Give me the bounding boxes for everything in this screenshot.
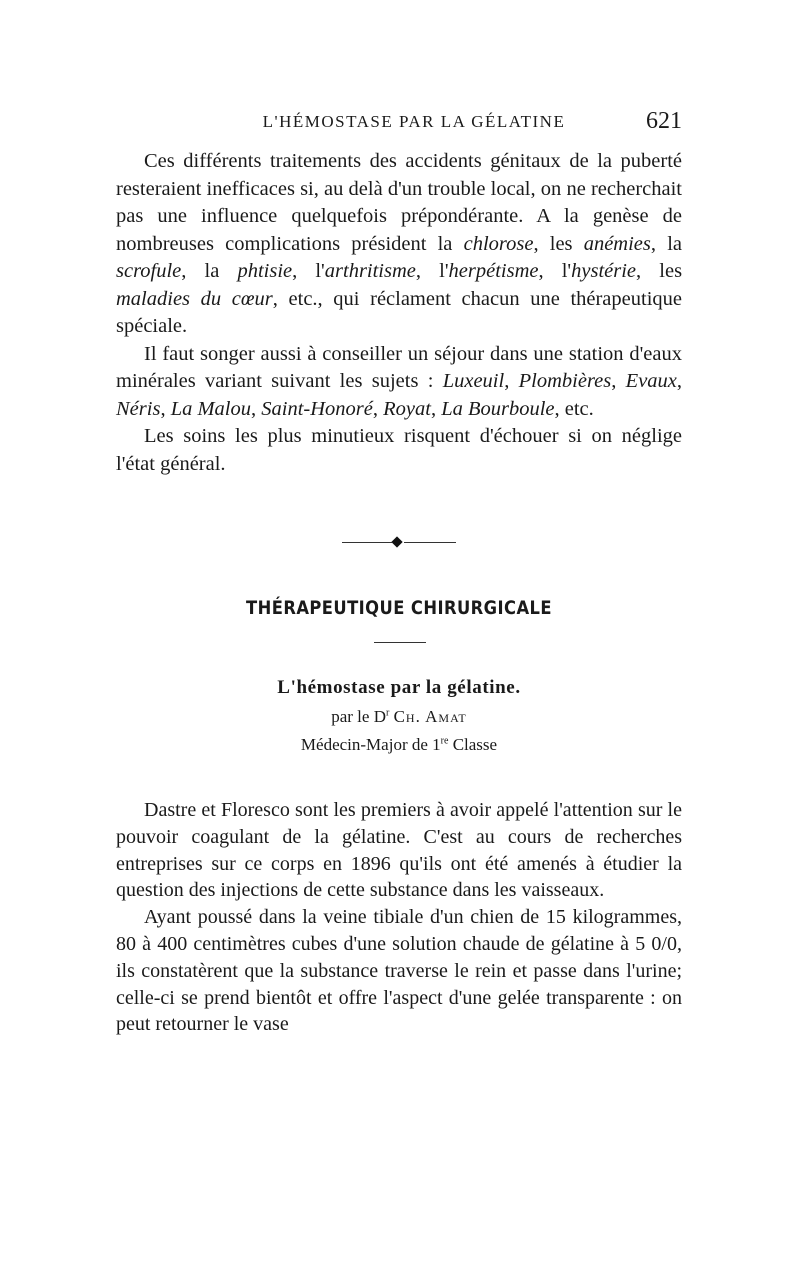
italic-term: scrofule [116, 260, 182, 282]
text-run: , etc., qui réclament chacun une thérapeutique spéciale. [116, 287, 682, 337]
italic-term: Plombières [518, 370, 612, 392]
italic-term: Evaux [625, 370, 677, 392]
ornament-line [342, 542, 392, 543]
text-run: , l' [415, 260, 449, 282]
text-run: , [430, 397, 442, 420]
section-heading: THÉRAPEUTIQUE CHIRURGICALE [246, 597, 552, 619]
italic-term: arthritisme [324, 260, 416, 282]
text-run: , [611, 370, 626, 392]
text-run: , [251, 397, 262, 420]
italic-term: hystérie [571, 260, 637, 282]
paragraph: Ayant poussé dans la veine tibiale d'un chien de 15 kilogrammes, 80 à 400 centimètres cubes d'une solution chaude de gélatine à 5 0/0, ils constatèrent que la substance traverse le rein et passe dans l'urine; celle-ci se prend bientôt et offre l'aspect d'une gelée transparente : on peut retourner le vase [116, 906, 682, 1036]
paragraph: Dastre et Floresco sont les premiers à avoir appelé l'attention sur le pouvoir coagulant de la gélatine. C'est au cours de recherches entreprises sur ce corps en 1896 qu'ils ont été amenés à étudier la question des injections de cette substance dans les vaisseaux. [116, 799, 682, 902]
italic-term: Luxeuil [442, 370, 505, 392]
ornament-line [404, 542, 456, 543]
text-run: , l' [292, 260, 325, 282]
role-sup: re [440, 735, 449, 747]
byline-prefix: par le D [331, 707, 386, 726]
ornament-divider [342, 536, 456, 550]
text-run: , [504, 370, 519, 392]
paragraph [116, 423, 682, 478]
text-run: Ces différents traitements des accidents génitaux de la puberté resteraient inefficaces si, au delà d'un trouble local, on ne recherchait pas une influence quelquefois prépondérante. A la genèse de nombreuses complications président la [116, 150, 682, 255]
italic-term: Saint-Honoré [261, 397, 373, 420]
italic-term: La Malou [170, 397, 251, 420]
text-run: , les [636, 260, 683, 282]
italic-term: Royat [383, 397, 431, 420]
article-title: L'hémostase par la gélatine. [277, 677, 521, 698]
diamond-icon [391, 536, 402, 547]
paragraph [116, 341, 682, 424]
italic-term: phtisie [237, 260, 293, 282]
italic-term: chlorose [463, 232, 534, 255]
paragraph [116, 148, 682, 341]
byline [116, 707, 682, 727]
text-run: , les [533, 232, 584, 255]
text-run: , l' [538, 260, 572, 282]
author-role [116, 735, 682, 755]
heading-rule [374, 642, 426, 643]
text-run: , etc. [554, 397, 594, 420]
intro-text [116, 148, 682, 478]
text-run: , [160, 397, 171, 420]
italic-term: La Bourboule [441, 397, 555, 420]
role-prefix: Médecin-Major de 1 [300, 735, 441, 754]
text-run: , [372, 397, 384, 420]
text-run: , la [181, 260, 238, 282]
italic-term: anémies [583, 232, 651, 255]
text-run: , la [650, 232, 682, 255]
author-name: Ch. Amat [393, 707, 467, 726]
italic-term: Néris [116, 397, 161, 420]
article-body [116, 797, 682, 1038]
italic-term: herpétisme [448, 260, 539, 282]
italic-term: maladies du cœur [116, 287, 273, 310]
page-number: 621 [646, 108, 682, 134]
running-title: L'HÉMOSTASE PAR LA GÉLATINE [262, 112, 566, 131]
running-head [116, 108, 682, 142]
byline-sup: r [385, 707, 390, 719]
text-run: Les soins les plus minutieux risquent d'échouer si on néglige l'état général. [116, 425, 682, 475]
role-suffix: Classe [448, 735, 498, 754]
text-run: , [676, 370, 683, 392]
text-run: Il faut songer aussi à conseiller un séjour dans une station d'eaux minérales variant suivant les sujets : [116, 342, 682, 392]
